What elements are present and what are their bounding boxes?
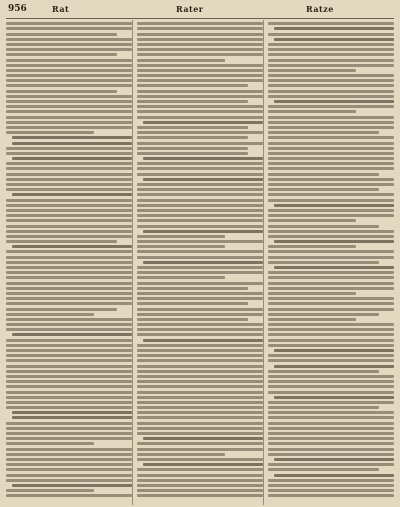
text-line [137,385,263,388]
text-line [137,422,263,425]
text-line [6,276,132,279]
text-line [137,484,263,487]
text-line [268,214,394,217]
text-line [268,69,356,72]
text-line [6,27,132,30]
text-line [6,100,132,103]
text-line [6,354,132,357]
text-line [268,323,394,326]
text-line [268,333,394,336]
text-line [6,256,132,259]
text-line [137,33,263,36]
text-line [268,468,379,471]
text-line [268,53,394,56]
text-line [137,474,263,477]
text-line [268,33,394,36]
text-line [137,442,263,445]
text-line [137,199,263,202]
text-line [6,90,117,93]
text-line [137,126,248,129]
text-line [137,406,263,409]
text-line [137,152,248,155]
text-line [268,183,394,186]
text-line [12,142,132,145]
text-line [268,59,394,62]
text-line [6,131,94,134]
text-line [6,225,132,228]
text-line [137,79,263,82]
text-line [137,162,263,165]
text-line [274,458,394,461]
text-line [268,105,394,108]
text-line [137,183,263,186]
text-line [12,484,132,487]
headword-center: Rater [176,4,204,14]
text-line [6,453,132,456]
text-line [6,43,132,46]
text-line [137,391,263,394]
text-line [268,193,394,196]
text-line [6,48,132,51]
text-line [6,204,132,207]
text-line [268,84,394,87]
text-line [12,411,132,414]
text-line [137,116,263,119]
text-line [268,178,394,181]
text-line [6,385,132,388]
text-line [6,147,132,150]
text-line [137,235,225,238]
text-line [6,110,132,113]
text-column-2 [137,20,264,505]
text-line [274,349,394,352]
text-line [6,105,132,108]
text-line [6,365,132,368]
text-line [6,359,132,362]
text-line [268,245,356,248]
text-line [268,225,379,228]
text-line [137,256,263,259]
text-line [137,84,248,87]
text-line [6,442,94,445]
text-line [137,22,263,25]
text-line [274,100,394,103]
text-line [6,162,132,165]
text-line [268,74,394,77]
text-line [6,167,132,170]
text-line [274,266,394,269]
text-line [6,344,132,347]
text-line [6,479,132,482]
text-line [137,323,263,326]
text-line [143,157,263,160]
text-line [6,375,132,378]
text-line [268,116,394,119]
text-line [137,27,263,30]
text-line [137,416,263,419]
text-line [12,333,132,336]
text-line [268,276,394,279]
text-line [6,121,132,124]
text-line [137,95,263,98]
text-line [6,292,132,295]
text-line [143,178,263,181]
text-line [137,380,263,383]
text-line [6,266,132,269]
text-line [268,230,394,233]
text-line [268,406,379,409]
text-line [137,131,263,134]
text-line [6,396,132,399]
text-line [6,152,132,155]
text-line [268,302,394,305]
text-line [268,359,394,362]
text-line [268,427,394,430]
text-line [137,489,263,492]
text-line [137,292,263,295]
text-line [137,188,263,191]
text-line [268,375,394,378]
text-line [6,219,132,222]
text-line [268,453,394,456]
text-line [143,339,263,342]
text-line [268,411,394,414]
text-line [137,209,263,212]
text-line [137,245,225,248]
text-line [137,354,263,357]
headword-right: Ratze [306,4,334,14]
text-line [137,375,263,378]
text-line [6,339,132,342]
text-line [268,250,394,253]
text-line [6,183,132,186]
text-line [268,199,394,202]
text-line [137,308,263,311]
text-line [268,313,379,316]
text-line [137,328,263,331]
text-line [12,193,132,196]
text-line [137,48,263,51]
text-line [268,401,394,404]
text-line [137,448,263,451]
text-line [6,199,132,202]
text-line [137,349,263,352]
text-line [6,308,117,311]
text-line [6,79,132,82]
text-line [268,126,394,129]
text-line [274,396,394,399]
text-line [137,173,263,176]
text-line [268,64,394,67]
text-line [268,437,394,440]
text-line [137,468,263,471]
text-line [6,214,132,217]
text-line [6,432,132,435]
text-line [268,287,394,290]
text-line [6,494,132,497]
headword-left: Rat [52,4,70,14]
text-line [137,276,225,279]
text-columns [6,20,394,505]
text-line [143,121,263,124]
text-line [6,406,132,409]
text-line [12,157,132,160]
text-line [6,323,132,326]
text-line [268,318,356,321]
text-line [137,136,248,139]
text-line [268,131,379,134]
text-line [137,287,248,290]
text-line [268,256,394,259]
text-line [268,354,394,357]
text-line [137,297,263,300]
text-line [137,494,263,497]
text-line [6,188,132,191]
text-line [137,100,248,103]
text-line [6,391,132,394]
page-header [6,0,394,19]
text-line [268,261,379,264]
text-line [6,282,132,285]
text-line [137,142,263,145]
text-line [137,318,248,321]
text-line [137,370,263,373]
text-line [268,494,394,497]
text-line [12,136,132,139]
page-number: 956 [8,4,27,14]
text-line [6,230,132,233]
text-line [268,173,379,176]
text-line [137,302,248,305]
text-line [268,90,394,93]
text-line [268,43,394,46]
text-line [6,33,117,36]
text-line [137,365,263,368]
text-line [268,152,394,155]
text-line [6,69,132,72]
text-line [268,328,394,331]
text-line [6,437,132,440]
text-column-1 [6,20,133,505]
text-line [137,396,263,399]
text-line [137,167,263,170]
text-line [6,173,132,176]
text-line [268,167,394,170]
text-line [6,240,117,243]
text-line [6,302,132,305]
text-line [137,458,263,461]
text-line [137,432,263,435]
text-line [268,385,394,388]
text-line [6,489,94,492]
text-line [274,240,394,243]
text-line [6,116,132,119]
text-line [268,188,379,191]
text-line [137,105,263,108]
text-line [6,468,132,471]
text-line [274,27,394,30]
text-line [137,74,263,77]
text-line [137,266,263,269]
text-line [268,157,394,160]
text-line [268,380,394,383]
text-line [143,230,263,233]
text-line [137,225,263,228]
text-line [268,484,394,487]
text-line [268,448,394,451]
text-line [268,308,394,311]
text-line [6,235,132,238]
text-line [268,416,394,419]
text-line [268,432,394,435]
text-line [274,365,394,368]
text-line [137,250,263,253]
text-line [6,370,132,373]
text-line [274,474,394,477]
text-line [6,271,132,274]
text-line [137,271,263,274]
text-line [137,110,263,113]
text-line [143,437,263,440]
text-line [6,74,132,77]
text-line [137,53,263,56]
text-line [6,380,132,383]
text-line [6,448,132,451]
text-line [6,261,132,264]
text-line [137,240,263,243]
text-line [6,463,132,466]
text-line [137,411,263,414]
text-line [6,422,132,425]
text-line [137,147,248,150]
text-line [6,313,94,316]
text-line [137,90,263,93]
text-line [268,271,394,274]
text-line [268,48,394,51]
text-line [137,427,263,430]
text-line [6,84,132,87]
text-line [6,209,132,212]
text-line [6,22,132,25]
text-line [268,391,394,394]
text-line [268,95,394,98]
text-line [268,292,356,295]
text-line [268,142,394,145]
text-line [137,219,263,222]
text-line [6,38,132,41]
text-line [6,349,132,352]
text-line [137,359,263,362]
text-line [137,479,263,482]
text-line [12,416,132,419]
text-line [6,59,132,62]
text-line [274,204,394,207]
text-line [6,401,132,404]
text-line [268,162,394,165]
text-line [6,318,132,321]
text-line [268,297,394,300]
text-line [6,297,132,300]
text-line [268,235,394,238]
text-line [6,178,132,181]
text-line [268,489,394,492]
text-line [268,219,356,222]
text-line [137,193,263,196]
text-line [268,282,394,285]
text-line [268,121,394,124]
text-line [143,463,263,466]
text-line [137,344,263,347]
text-line [137,69,263,72]
text-line [6,250,132,253]
text-line [6,474,132,477]
text-line [268,422,394,425]
text-line [268,370,379,373]
text-line [268,79,394,82]
text-line [274,38,394,41]
text-line [137,401,263,404]
text-line [143,261,263,264]
text-line [268,339,394,342]
text-line [268,344,394,347]
text-line [268,442,394,445]
text-line [6,64,132,67]
text-line [137,282,263,285]
text-line [137,43,263,46]
text-line [137,214,263,217]
text-line [268,147,394,150]
text-line [137,453,225,456]
text-line [6,328,132,331]
text-line [6,458,132,461]
text-line [268,463,394,466]
text-line [137,64,263,67]
text-line [268,22,394,25]
text-line [6,53,117,56]
text-line [137,204,263,207]
text-line [268,110,356,113]
text-line [137,38,263,41]
text-line [137,313,263,316]
text-line [6,95,132,98]
text-line [137,59,225,62]
text-line [268,479,394,482]
text-line [12,245,132,248]
text-line [6,287,132,290]
text-line [6,126,132,129]
text-line [268,209,394,212]
text-line [137,333,263,336]
text-line [6,427,132,430]
text-column-3 [268,20,394,505]
text-line [268,136,394,139]
